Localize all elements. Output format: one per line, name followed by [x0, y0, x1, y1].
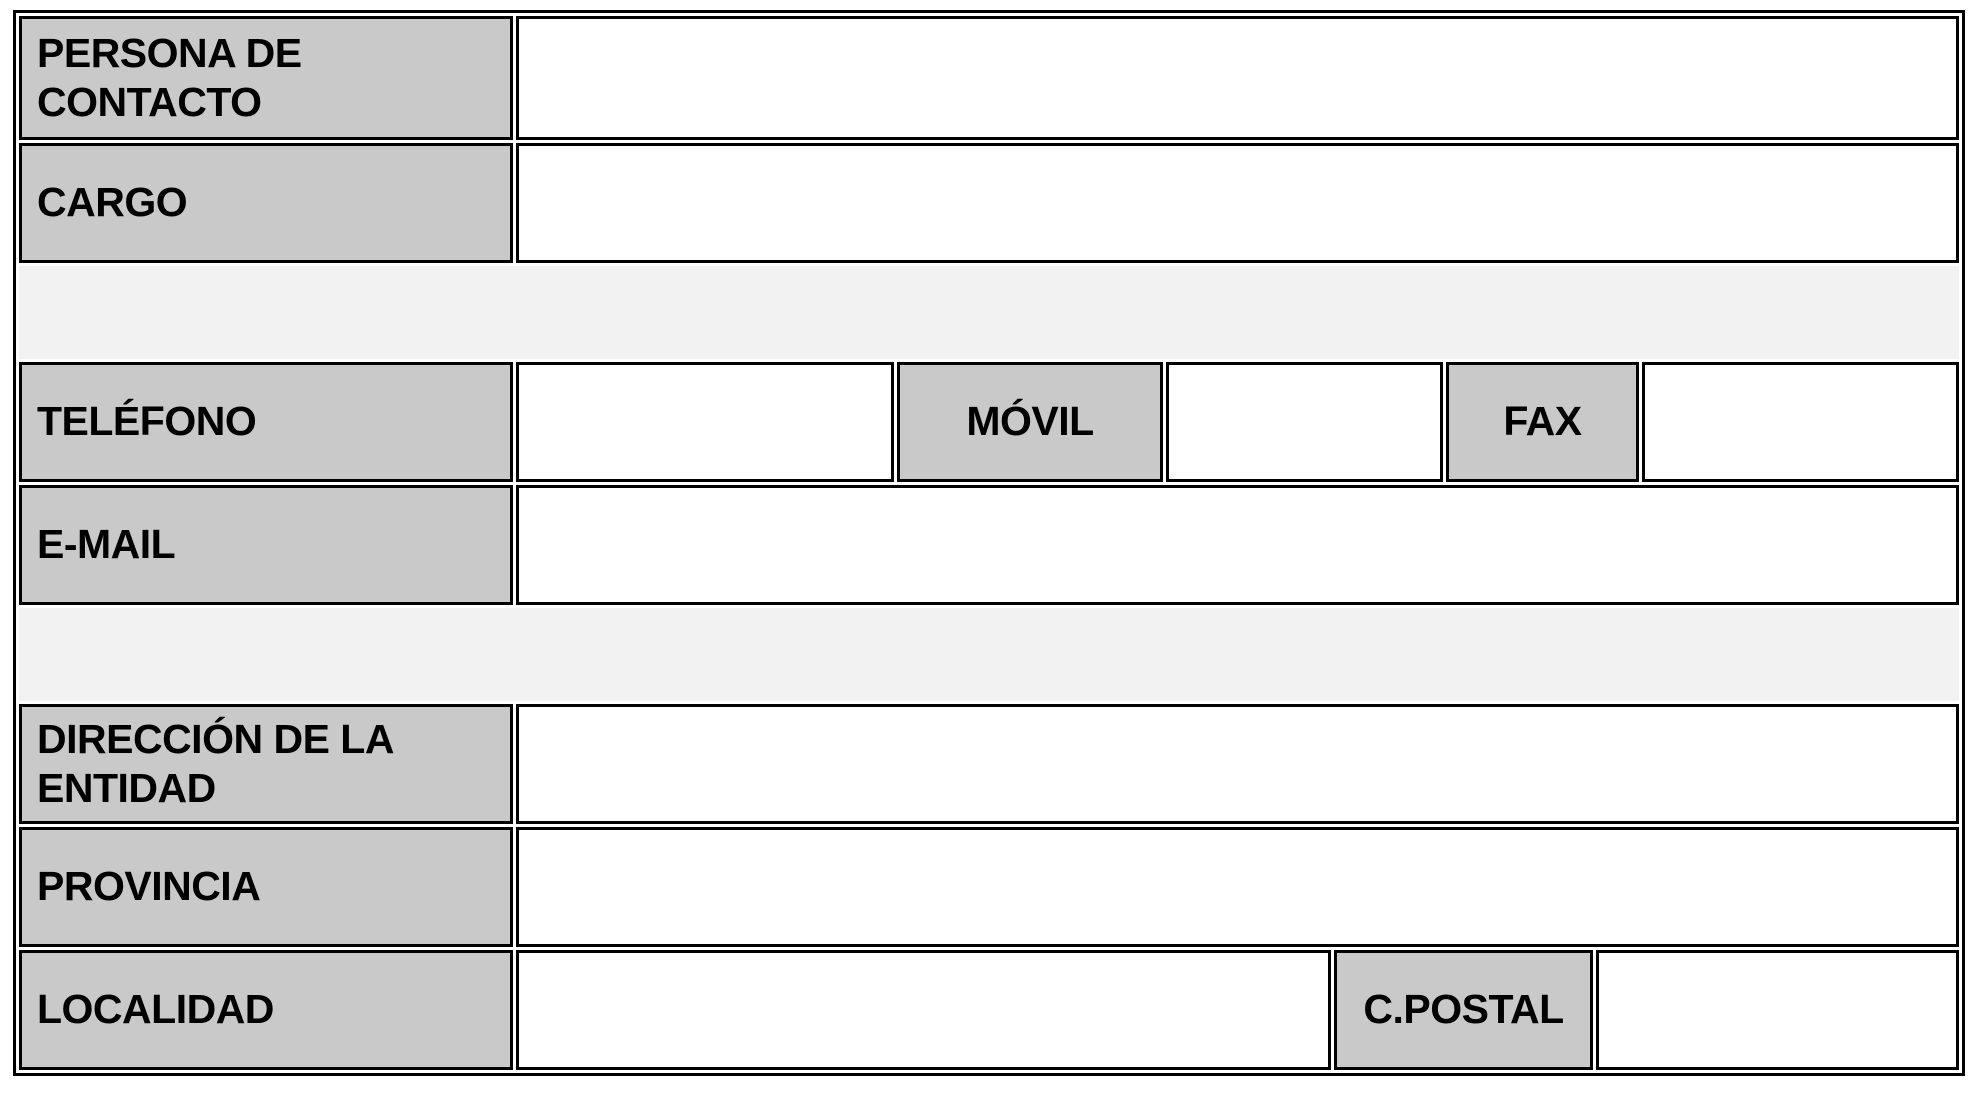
label-provincia: PROVINCIA	[19, 827, 513, 947]
row-cargo	[19, 143, 1959, 263]
spacer-band	[19, 266, 1959, 359]
label-cpostal: C.POSTAL	[1334, 950, 1593, 1070]
provincia-input[interactable]	[516, 827, 1959, 947]
persona-de-contacto-input[interactable]	[516, 16, 1959, 140]
label-email: E-MAIL	[19, 485, 513, 605]
direccion-entidad-input[interactable]	[516, 704, 1959, 824]
label-persona-de-contacto: PERSONA DE CONTACTO	[19, 16, 513, 140]
row-persona	[19, 16, 1959, 140]
label-localidad: LOCALIDAD	[19, 950, 513, 1070]
cargo-input[interactable]	[516, 143, 1959, 263]
label-fax: FAX	[1446, 362, 1639, 482]
row-direccion	[19, 704, 1959, 824]
contact-details-form	[13, 10, 1965, 1076]
spacer-band	[19, 608, 1959, 701]
row-telefono-movil-fax	[19, 362, 1959, 482]
localidad-input[interactable]	[516, 950, 1331, 1070]
row-email	[19, 485, 1959, 605]
row-localidad-cpostal	[19, 950, 1959, 1070]
telefono-input[interactable]	[516, 362, 894, 482]
movil-input[interactable]	[1166, 362, 1443, 482]
cpostal-input[interactable]	[1596, 950, 1959, 1070]
spacer-row-1	[19, 266, 1959, 359]
fax-input[interactable]	[1642, 362, 1959, 482]
label-direccion-de-la-entidad: DIRECCIÓN DE LA ENTIDAD	[19, 704, 513, 824]
row-provincia	[19, 827, 1959, 947]
email-input[interactable]	[516, 485, 1959, 605]
label-movil: MÓVIL	[897, 362, 1163, 482]
label-telefono: TELÉFONO	[19, 362, 513, 482]
spacer-row-2	[19, 608, 1959, 701]
label-cargo: CARGO	[19, 143, 513, 263]
